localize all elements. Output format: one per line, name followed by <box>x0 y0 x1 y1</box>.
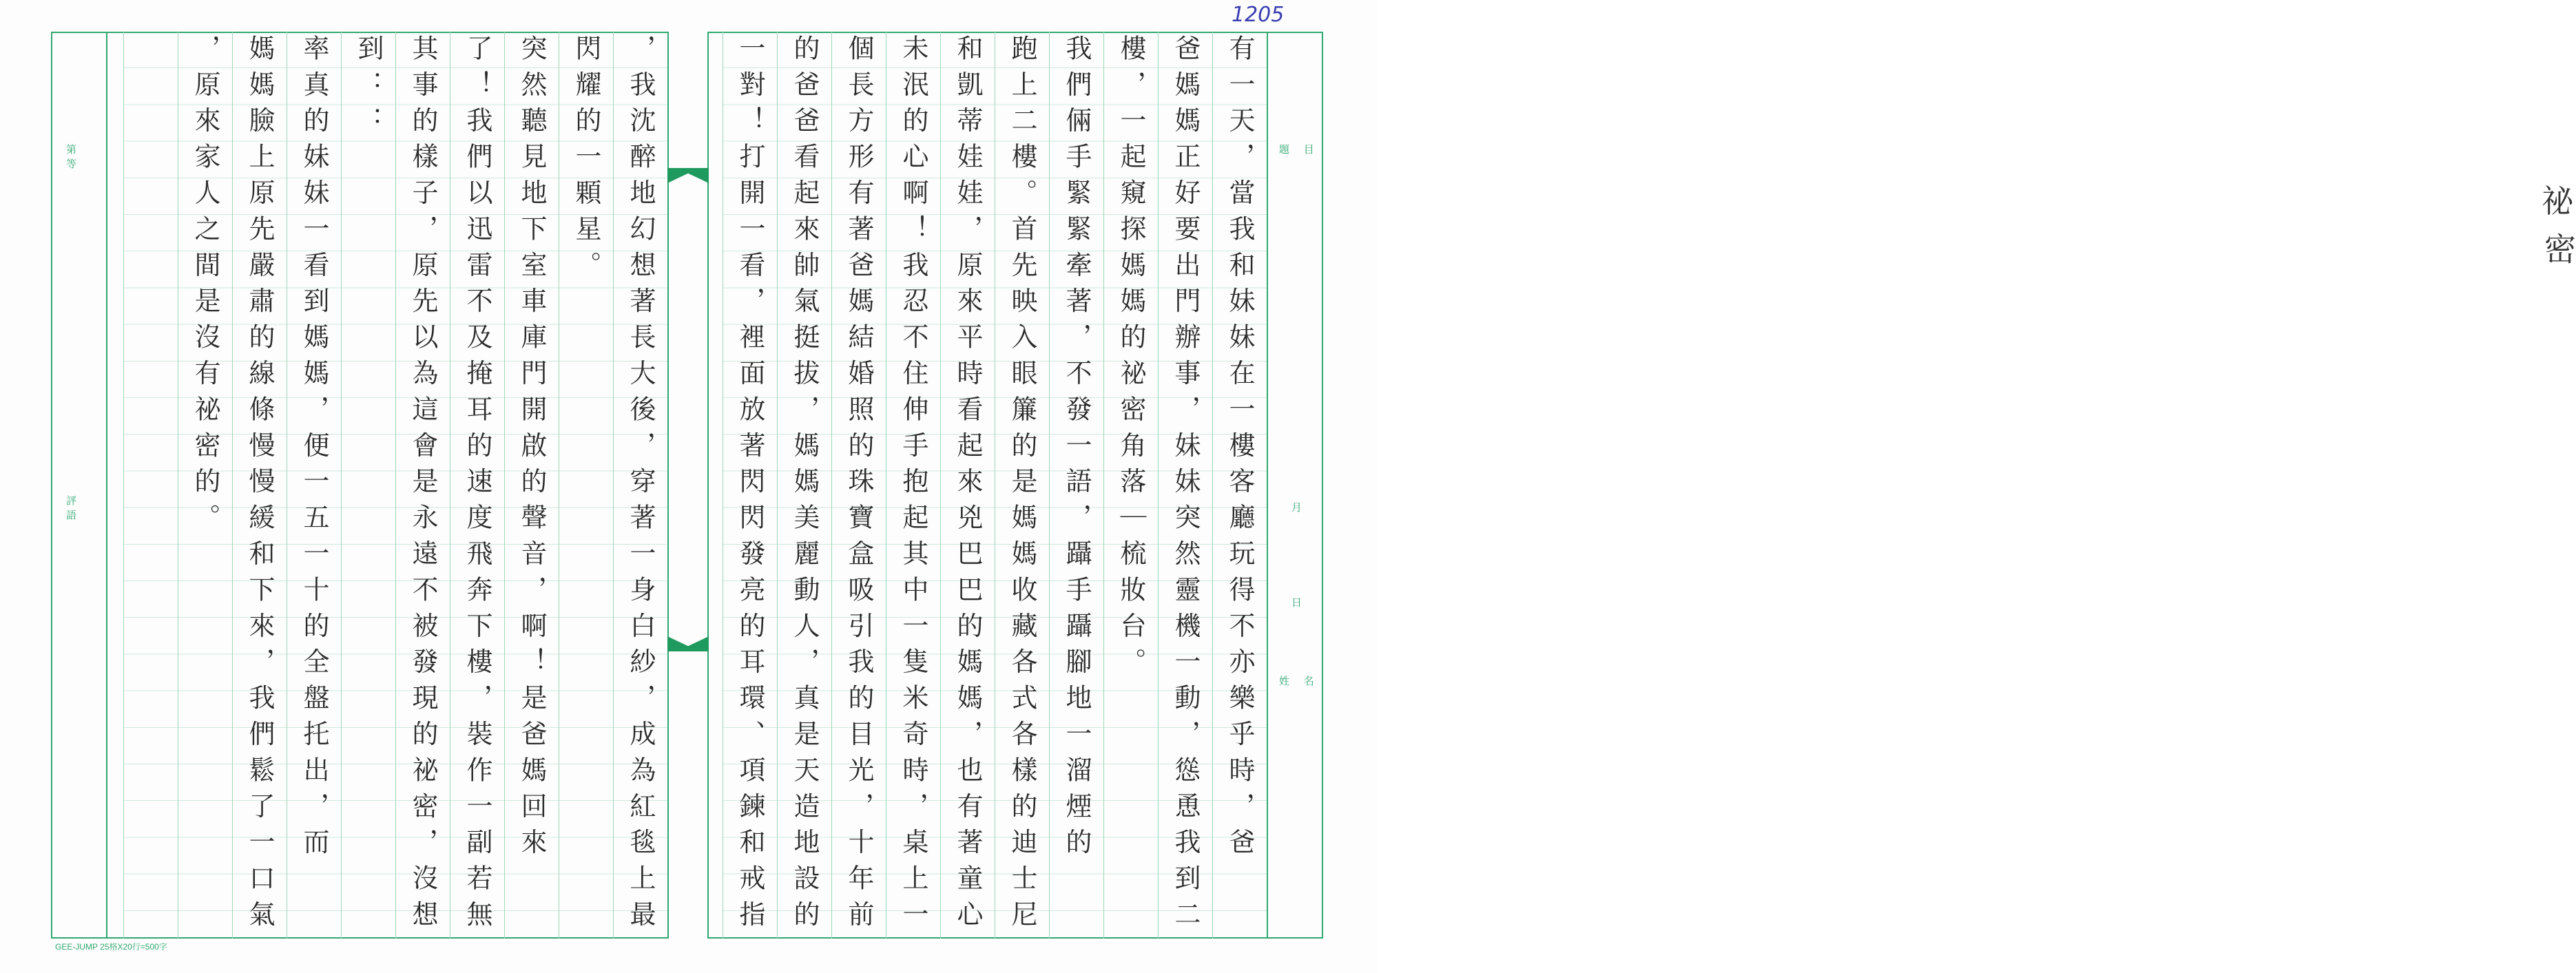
grid-column <box>723 32 777 939</box>
page-number: 1205 <box>1232 3 1285 27</box>
grid-column <box>831 32 886 939</box>
column-text: 一對！打開一看，裡面放著閃閃發亮的耳環、項鍊和戒指 <box>735 34 765 937</box>
day-label: 日 <box>1291 596 1308 609</box>
column-text: 我們倆手緊緊牽著，不發一語，躡手躡腳地一溜煙的 <box>1061 34 1092 865</box>
column-text: 未泯的心啊！我忍不住伸手抱起其中一隻米奇時，桌上一 <box>898 34 928 937</box>
column-text: 突然聽見地下室車庫門開啟的聲音，啊！是爸媽回來 <box>517 34 547 865</box>
column-text: 樓，一起窺探媽媽的祕密角落｜梳妝台。 <box>1116 34 1146 684</box>
grid-column <box>940 32 995 939</box>
grid-column <box>995 32 1049 939</box>
name-label: 姓 名 <box>1279 675 1320 687</box>
grid-column <box>178 32 232 939</box>
grid-column <box>232 32 287 939</box>
grid-column <box>1212 32 1267 939</box>
right-writing-grid <box>709 32 1267 939</box>
grade-label: 第 等 <box>66 143 83 170</box>
grid-column <box>777 32 831 939</box>
left-writing-grid <box>107 32 667 939</box>
column-text: 到：： <box>353 34 384 143</box>
grid-column <box>613 32 667 939</box>
month-label: 月 <box>1291 501 1308 514</box>
grading-sidebar <box>51 32 107 939</box>
center-fold <box>667 32 709 939</box>
column-text: 有一天，當我和妹妹在一樓客廳玩得不亦樂乎時，爸 <box>1225 34 1255 865</box>
grid-column <box>1049 32 1103 939</box>
grid-column <box>287 32 341 939</box>
column-text: 爸媽媽正好要出門辦事，妹妹突然靈機一動，慫恿我到二 <box>1170 34 1201 937</box>
column-text: 閃耀的一顆星。 <box>571 34 601 287</box>
essay-title-char: 密 <box>2544 231 2576 268</box>
column-text: 率真的妹妹一看到媽媽，便一五一十的全盤托出，而 <box>299 34 329 865</box>
grid-column <box>1158 32 1212 939</box>
grid-column <box>886 32 940 939</box>
column-text: 其事的樣子，原先以為這會是永遠不被發現的祕密，沒想 <box>408 34 438 937</box>
comment-label: 評 語 <box>66 494 83 521</box>
grid-column <box>450 32 504 939</box>
title-label: 題 目 <box>1279 143 1320 156</box>
grid-column <box>341 32 395 939</box>
column-text: 媽媽臉上原先嚴肅的線條慢慢緩和下來，我們鬆了一口氣 <box>245 34 275 937</box>
grid-column <box>395 32 450 939</box>
fold-marker <box>667 168 709 183</box>
essay-title-char: 祕 <box>2542 182 2573 220</box>
column-text: 跑上二樓。首先映入眼簾的是媽媽收藏各式各樣的迪士尼 <box>1007 34 1037 937</box>
column-text: 和凱蒂娃娃，原來平時看起來兇巴巴的媽媽，也有著童心 <box>953 34 983 937</box>
column-text: ，原來家人之間是沒有祕密的。 <box>190 34 220 540</box>
grid-column <box>1103 32 1158 939</box>
paper-footer: GEE-JUMP 25格X20行=500字 <box>55 942 167 952</box>
grid-column <box>559 32 613 939</box>
column-text: 個長方形有著爸媽結婚照的珠寶盒吸引我的目光，十年前 <box>844 34 874 937</box>
column-text: 了！我們以迅雷不及掩耳的速度飛奔下樓，裝作一副若無 <box>462 34 492 937</box>
column-text: ，我沈醉地幻想著長大後，穿著一身白紗，成為紅毯上最 <box>625 34 656 937</box>
grid-column <box>123 32 178 939</box>
grid-column <box>504 32 559 939</box>
fold-marker <box>667 636 709 651</box>
column-text: 的爸爸看起來帥氣挺拔，媽媽美麗動人，真是天造地設的 <box>789 34 820 937</box>
info-sidebar <box>1267 32 2576 939</box>
